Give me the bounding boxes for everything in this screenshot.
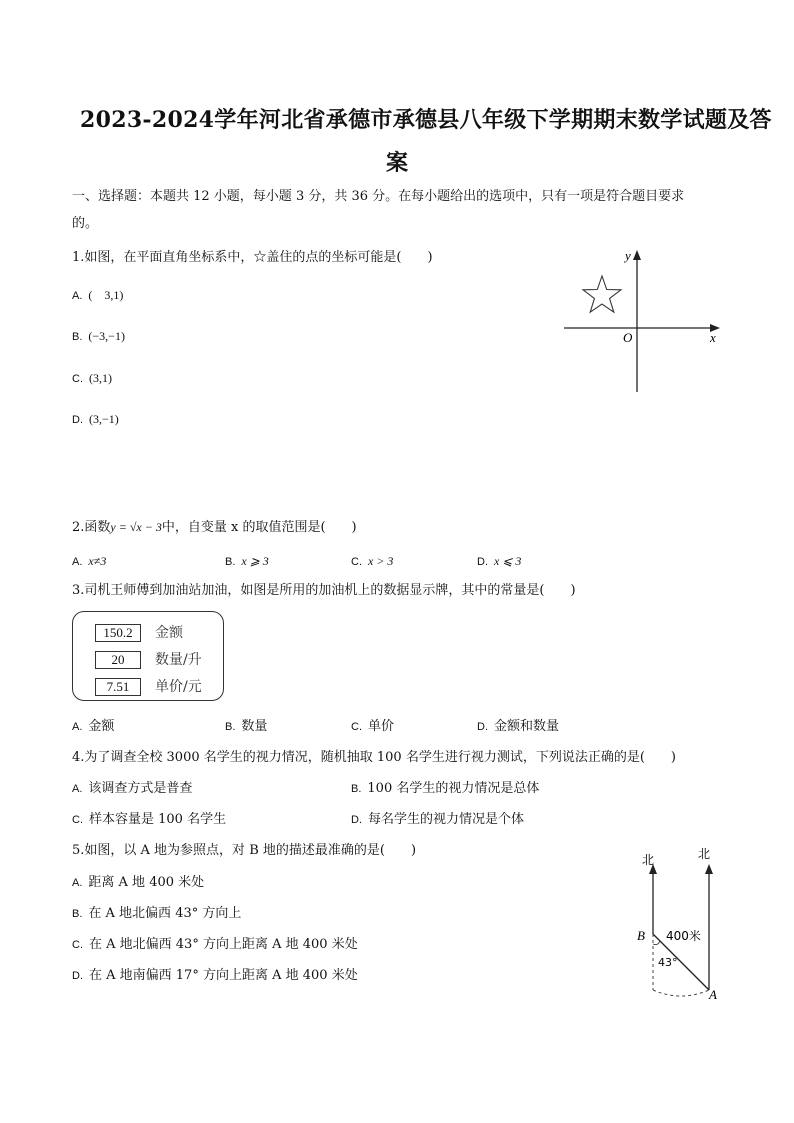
option-value: x ⩽ 3 <box>494 554 522 568</box>
option-value: (3,−1) <box>89 412 119 426</box>
option-value: ( 3,1) <box>88 288 124 302</box>
option-label: C. <box>72 939 83 951</box>
option-label: A. <box>72 721 83 733</box>
fuel-pump-display <box>72 611 224 701</box>
display-row-amount <box>95 622 215 640</box>
option-label: C. <box>351 721 362 733</box>
point-b-label: B <box>637 928 645 943</box>
option-label: B. <box>225 556 236 568</box>
q3-option-b <box>225 718 267 736</box>
option-value: 在 A 地北偏西 43° 方向上 <box>88 906 242 921</box>
display-value: 20 <box>95 651 141 669</box>
star-icon <box>583 276 621 312</box>
display-value: 150.2 <box>95 624 141 642</box>
q5-option-a <box>72 874 204 892</box>
distance-label: 400米 <box>666 929 701 943</box>
display-label: 金额 <box>155 625 183 641</box>
q4-option-b <box>351 780 539 798</box>
coordinate-plane-figure <box>560 246 730 394</box>
q4-option-d <box>351 811 524 829</box>
angle-label: 43° <box>658 956 678 969</box>
q5-option-d <box>72 967 358 985</box>
option-value: x≠3 <box>88 554 107 568</box>
q1-option-a <box>72 286 123 305</box>
q2-option-c <box>351 552 393 571</box>
q1-option-d <box>72 410 119 429</box>
option-value: 100 名学生的视力情况是总体 <box>367 781 540 796</box>
option-value: x ⩾ 3 <box>241 554 269 568</box>
display-value: 7.51 <box>95 678 141 696</box>
q5-option-b <box>72 905 241 923</box>
option-label: D. <box>72 970 83 982</box>
option-value: x > 3 <box>368 554 394 568</box>
option-value: 在 A 地南偏西 17° 方向上距离 A 地 400 米处 <box>89 968 358 983</box>
option-label: C. <box>351 556 362 568</box>
option-label: C. <box>72 373 83 385</box>
option-value: 距离 A 地 400 米处 <box>88 875 205 890</box>
q1-option-c <box>72 369 112 388</box>
point-a-label: A <box>709 987 717 1002</box>
section-header-line2: 的。 <box>72 216 99 231</box>
y-axis-label: y <box>625 248 631 263</box>
option-value: (3,1) <box>89 371 112 385</box>
option-label: A. <box>72 290 83 302</box>
origin-label: O <box>623 330 633 345</box>
option-value: 在 A 地北偏西 43° 方向上距离 A 地 400 米处 <box>89 937 358 952</box>
q2-option-d <box>477 552 521 571</box>
option-value: 该调查方式是普查 <box>88 781 193 796</box>
option-value: 金额和数量 <box>494 719 560 734</box>
display-label: 单价/元 <box>155 679 202 695</box>
q2-stem-post: 中，自变量 x 的取值范围是( ) <box>161 520 357 535</box>
option-value: (−3,−1) <box>88 329 125 343</box>
q3-option-d <box>477 718 559 736</box>
option-label: D. <box>477 556 488 568</box>
option-label: B. <box>72 331 83 343</box>
option-value: 每名学生的视力情况是个体 <box>368 812 525 827</box>
angle-arc <box>653 941 660 945</box>
page-title-line2: 案 <box>386 150 409 176</box>
option-label: A. <box>72 556 83 568</box>
question-2-stem <box>72 518 357 537</box>
option-value: 单价 <box>368 719 395 734</box>
q2-option-b <box>225 552 269 571</box>
option-value: 数量 <box>241 719 268 734</box>
option-label: B. <box>225 721 236 733</box>
display-row-quantity <box>95 649 215 667</box>
option-value: 金额 <box>88 719 115 734</box>
y-axis-arrow <box>633 250 641 260</box>
option-label: B. <box>351 783 362 795</box>
option-label: D. <box>477 721 488 733</box>
option-label: A. <box>72 783 83 795</box>
north-label-b: 北 <box>642 853 655 867</box>
option-label: B. <box>72 908 83 920</box>
north-label-a: 北 <box>698 847 711 861</box>
q1-option-b <box>72 327 125 346</box>
option-label: D. <box>351 814 362 826</box>
q3-option-c <box>351 718 394 736</box>
section-header-line1: 一、选择题：本题共 12 小题，每小题 3 分，共 36 分。在每小题给出的选项中，只有一项是符合题目要求 <box>72 189 685 204</box>
north-arrow-a <box>705 864 713 874</box>
page-title-line1: 2023-2024学年河北省承德市承德县八年级下学期期末数学试题及答 <box>80 107 772 133</box>
direction-diagram-figure <box>630 842 730 1004</box>
option-label: C. <box>72 814 83 826</box>
dashed-arc <box>653 990 709 996</box>
display-label: 数量/升 <box>155 652 202 668</box>
q5-option-c <box>72 936 358 954</box>
q2-option-a <box>72 552 106 571</box>
option-label: A. <box>72 877 83 889</box>
x-axis-label: x <box>710 330 716 345</box>
question-1-stem: 1.如图，在平面直角坐标系中，☆盖住的点的坐标可能是( ) <box>72 250 433 265</box>
q4-option-a <box>72 780 192 798</box>
question-3-stem: 3.司机王师傅到加油站加油，如图是所用的加油机上的数据显示牌，其中的常量是( ) <box>72 583 576 598</box>
option-value: 样本容量是 100 名学生 <box>89 812 227 827</box>
q2-formula: y = √x − 3 <box>110 520 162 534</box>
q2-stem-pre: 2.函数 <box>72 520 111 535</box>
option-label: D. <box>72 414 83 426</box>
question-4-stem: 4.为了调查全校 3000 名学生的视力情况，随机抽取 100 名学生进行视力测试，下列说法正确的是( ) <box>72 750 676 765</box>
q4-option-c <box>72 811 226 829</box>
q3-option-a <box>72 718 114 736</box>
question-5-stem: 5.如图，以 A 地为参照点，对 B 地的描述最准确的是( ) <box>72 843 417 858</box>
display-row-unit-price <box>95 676 215 694</box>
